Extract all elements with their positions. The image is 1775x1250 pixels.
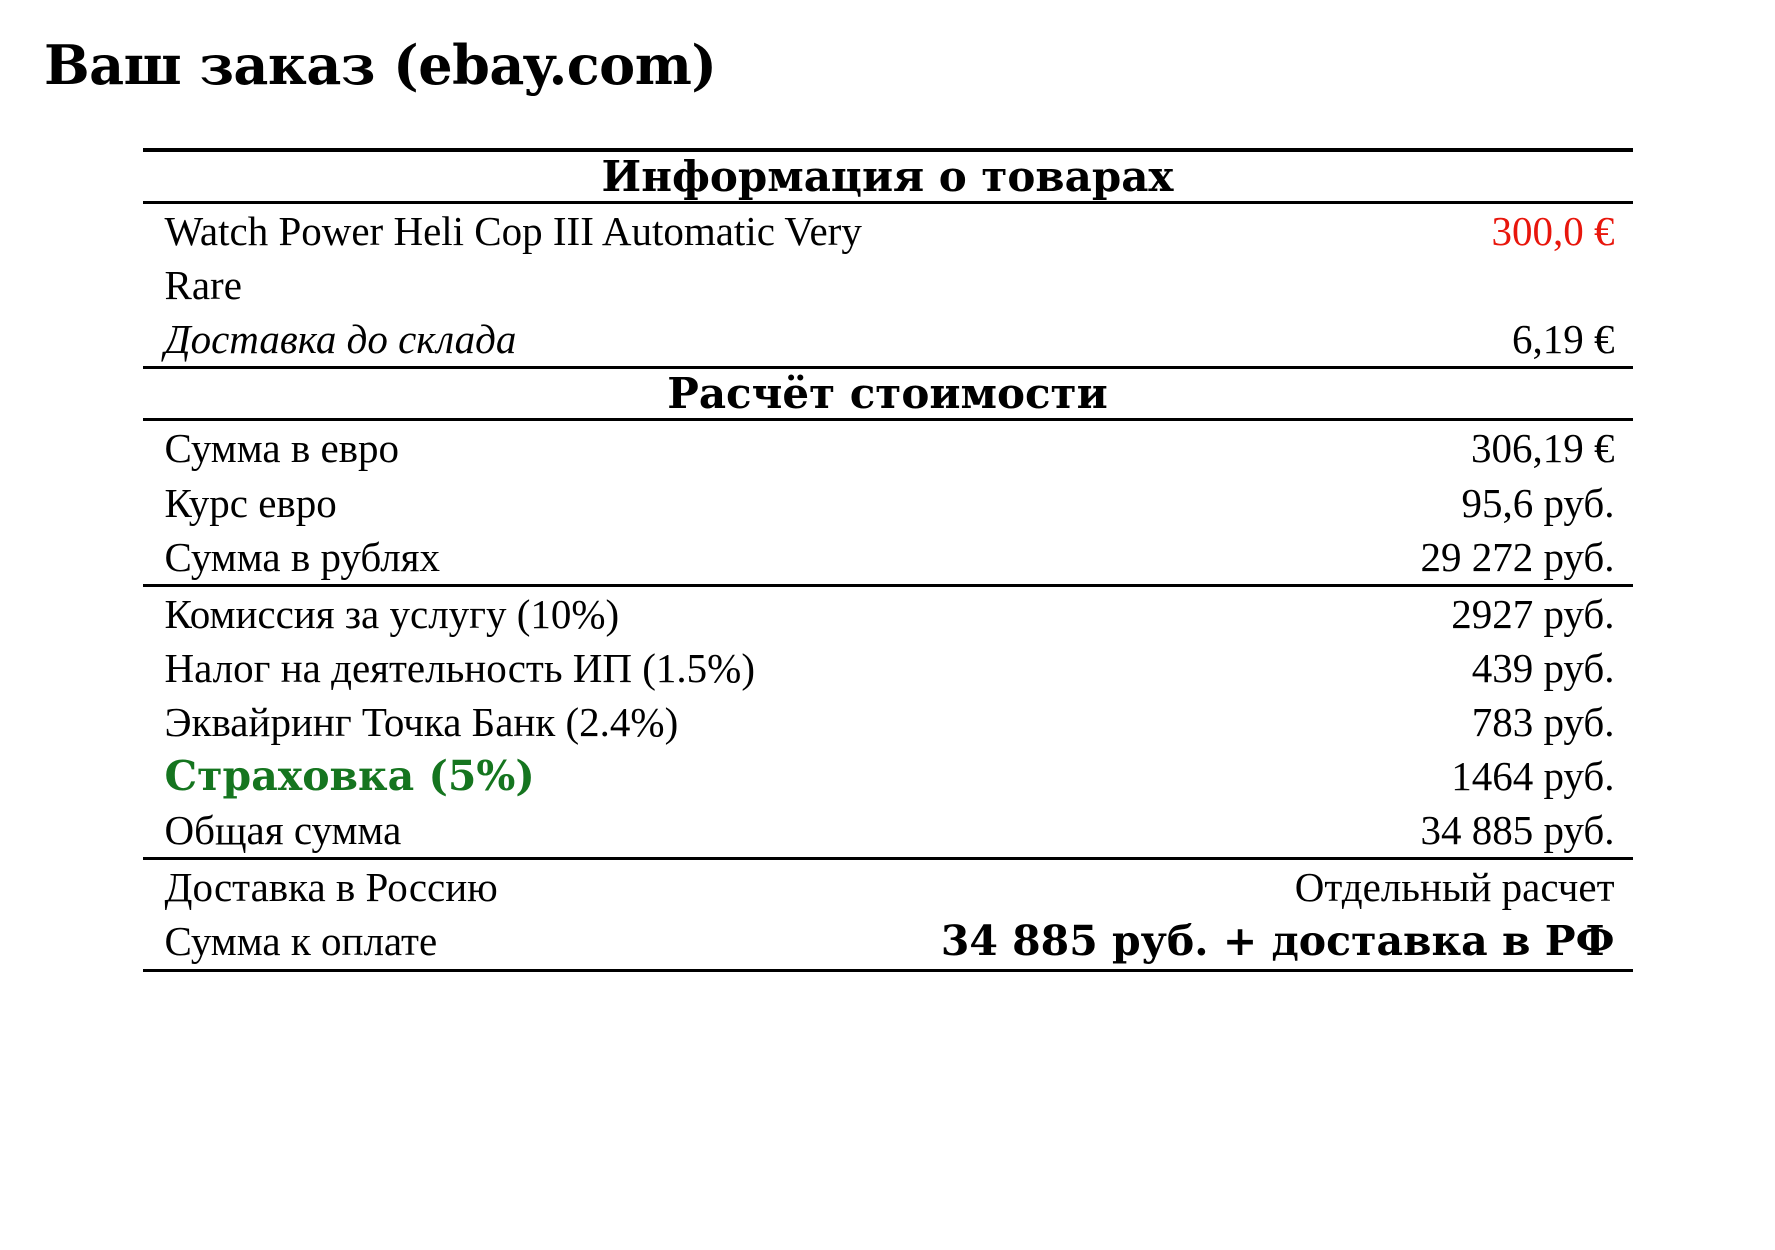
goods-item-0-label: Watch Power Heli Cop III Automatic Very Rare	[164, 208, 862, 309]
euro-row-2-value: 29 272 руб.	[1420, 533, 1615, 580]
euro-row-1-label: Курс евро	[164, 479, 337, 526]
fee-row-0-label: Комиссия за услугу (10%)	[164, 590, 620, 637]
total-row-0-label: Доставка в Россию	[164, 864, 498, 911]
euro-row-1-value: 95,6 руб.	[1461, 479, 1615, 526]
table-row	[143, 860, 1633, 914]
total-row-1-label: Сумма к оплате	[164, 918, 438, 965]
table-row	[143, 914, 1633, 970]
table-row	[143, 587, 1633, 641]
goods-item-1-value: 6,19 €	[1512, 316, 1615, 363]
goods-item-1-label: Доставка до склада	[164, 316, 517, 363]
fee-row-3-label: Страховка (5%)	[164, 752, 535, 801]
table-row	[143, 749, 1633, 803]
euro-row-2-label: Сумма в рублях	[164, 533, 441, 580]
table-row	[143, 421, 1633, 475]
fee-row-2-value: 783 руб.	[1471, 698, 1615, 745]
section-header-goods-label: Информация о товарах	[601, 152, 1174, 202]
table-row	[143, 803, 1633, 859]
fee-row-0-value: 2927 руб.	[1451, 590, 1615, 637]
order-summary-table	[143, 148, 1633, 971]
table-row	[143, 530, 1633, 586]
fee-row-1-label: Налог на деятельность ИП (1.5%)	[164, 644, 755, 691]
total-row-1-value: 34 885 руб. + доставка в РФ	[940, 917, 1615, 966]
fee-row-4-value: 34 885 руб.	[1420, 807, 1615, 854]
fee-row-3-value: 1464 руб.	[1451, 753, 1615, 800]
table-row	[143, 641, 1633, 695]
fee-row-1-value: 439 руб.	[1471, 644, 1615, 691]
fee-row-4-label: Общая сумма	[164, 807, 402, 854]
section-header-goods	[143, 152, 1633, 203]
section-header-cost	[143, 369, 1633, 420]
rule-bottom	[143, 970, 1633, 972]
table-row	[143, 476, 1633, 530]
table-row	[143, 695, 1633, 749]
table-row	[143, 204, 1633, 312]
section-header-cost-label: Расчёт стоимости	[667, 369, 1108, 419]
fee-row-2-label: Эквайринг Точка Банк (2.4%)	[164, 698, 679, 745]
euro-row-0-label: Сумма в евро	[164, 425, 400, 472]
euro-row-0-value: 306,19 €	[1471, 425, 1615, 472]
page-title: Ваш заказ (ebay.com)	[44, 33, 717, 97]
total-row-0-value: Отдельный расчет	[1294, 864, 1615, 911]
table-row	[143, 312, 1633, 368]
goods-item-0-value: 300,0 €	[1491, 208, 1615, 255]
